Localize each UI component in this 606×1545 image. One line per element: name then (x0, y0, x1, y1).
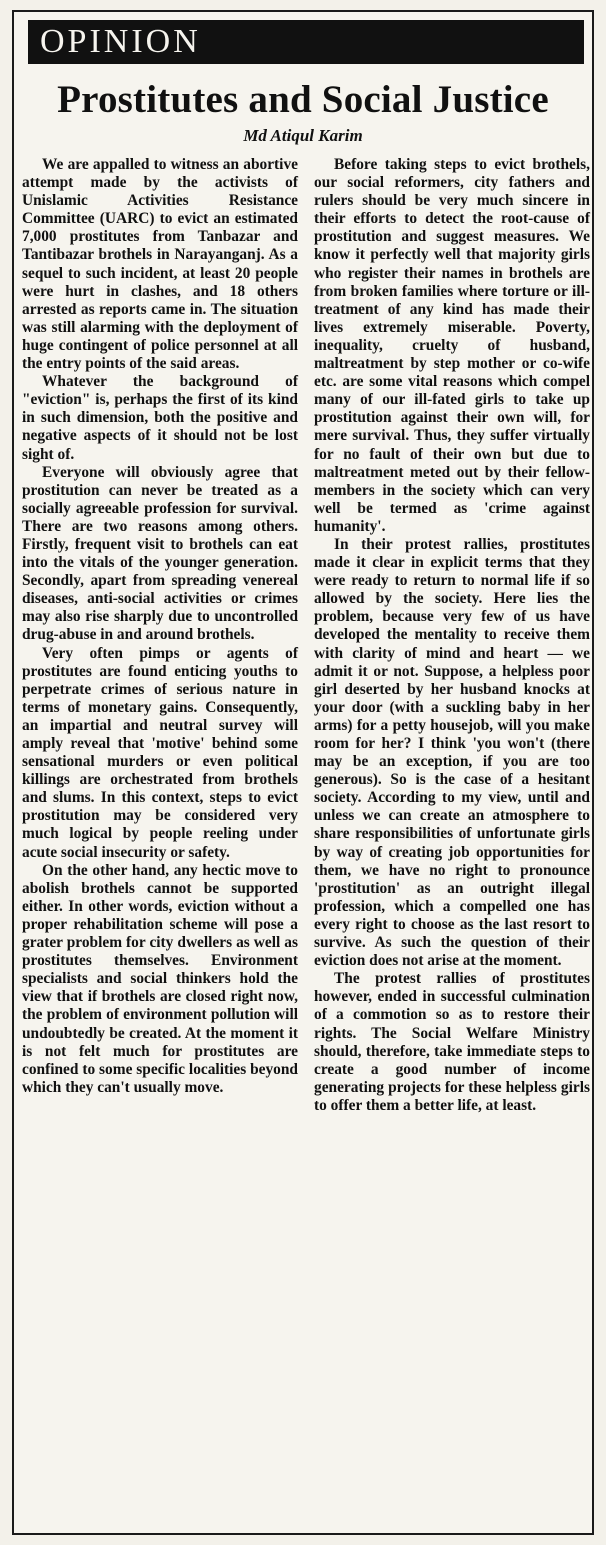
article-paragraph: We are appalled to witness an abortive attempt made by the activists of Unislamic Activities Resistance Committee (UARC) to evict an estimated 7,000 prostitutes from Tanbazar and Tantibazar brothels in Narayanganj. As a sequel to such incident, at least 20 people were hurt in clashes, and 18 others arrested as reports came in. The situation was still alarming with the deployment of huge contingent of police personnel at all the entry points of the said areas. (22, 156, 298, 373)
section-banner: OPINION (28, 20, 584, 64)
article-paragraph: Whatever the background of "eviction" is, perhaps the first of its kind in such dimension, both the positive and negative aspects of it should not be lost sight of. (22, 373, 298, 463)
article-column-right (314, 156, 590, 1115)
article-paragraph: In their protest rallies, prostitutes made it clear in explicit terms that they were ready to return to normal life if so allowed by the society. Here lies the problem, because very few of us have developed the mentality to receive them with clarity of mind and heart — we admit it or not. Suppose, a helpless poor girl deserted by her husband knocks at your door (with a suckling baby in her arms) for a petty housejob, will you make room for her? I think 'you won't (there may be an exception, if you are too generous). So is the case of a hesitant society. According to my view, until and unless we can create an atmosphere to share responsibilities of unfortunate girls by way of creating job opportunities for them, we have no right to pronounce 'prostitution' as an outright illegal profession, which a compelled one has every right to choose as the last resort to survive. As such the question of their eviction does not arise at the moment. (314, 535, 590, 970)
article-headline: Prostitutes and Social Justice (57, 78, 549, 121)
article-paragraph: On the other hand, any hectic move to abolish brothels cannot be supported either. In other words, eviction without a proper rehabilitation scheme will pose a grater problem for city dwellers as well as prostitutes themselves. Environment specialists and social thinkers hold the view that if brothels are closed right now, the problem of environment pollution will undoubtedly be created. At the moment it is not felt much for prostitutes are confined to some specific localities beyond which they can't usually move. (22, 861, 298, 1096)
article-paragraph: Everyone will obviously agree that prostitution can never be treated as a socially agreeable profession for survival. There are two reasons among others. Firstly, frequent visit to brothels can eat into the vitals of the younger generation. Secondly, apart from spreading venereal diseases, anti-social activities or crimes may also rise sharply due to uncontrolled drug-abuse in and around brothels. (22, 463, 298, 644)
article-paragraph: Very often pimps or agents of prostitutes are found enticing youths to perpetrate crimes of serious nature in terms of monetary gains. Consequently, an impartial and neutral survey will amply reveal that 'motive' behind some sensational murders or even political killings are orchestrated from brothels and slums. In this context, steps to evict prostitution may be considered very much logical by people reeling under acute social insecurity or safety. (22, 644, 298, 861)
article-paragraph: Before taking steps to evict brothels, our social reformers, city fathers and rulers should be very much sincere in their efforts to detect the root-cause of prostitution and suggest measures. We know it perfectly well that majority girls who register their names in brothels are from broken families where torture or ill-treatment of any kind has made their lives extremely miserable. Poverty, inequality, cruelty of husband, maltreatment by step mother or co-wife etc. are some vital reasons which compel many of our ill-fated girls to take up prostitution against their own will, for mere survival. Thus, they suffer virtually for no fault of their own but due to maltreatment meted out by their fellow-members in the society which can very well be termed as 'crime against humanity'. (314, 156, 590, 535)
author-byline: Md Atiqul Karim (243, 126, 363, 145)
article-column-left (22, 156, 298, 1097)
article-paragraph: The protest rallies of prostitutes however, ended in successful culmination of a commotion so as to restore their rights. The Social Welfare Ministry should, therefore, take immediate steps to create a good number of income generating projects for these helpless girls to offer them a better life, at least. (314, 970, 590, 1114)
